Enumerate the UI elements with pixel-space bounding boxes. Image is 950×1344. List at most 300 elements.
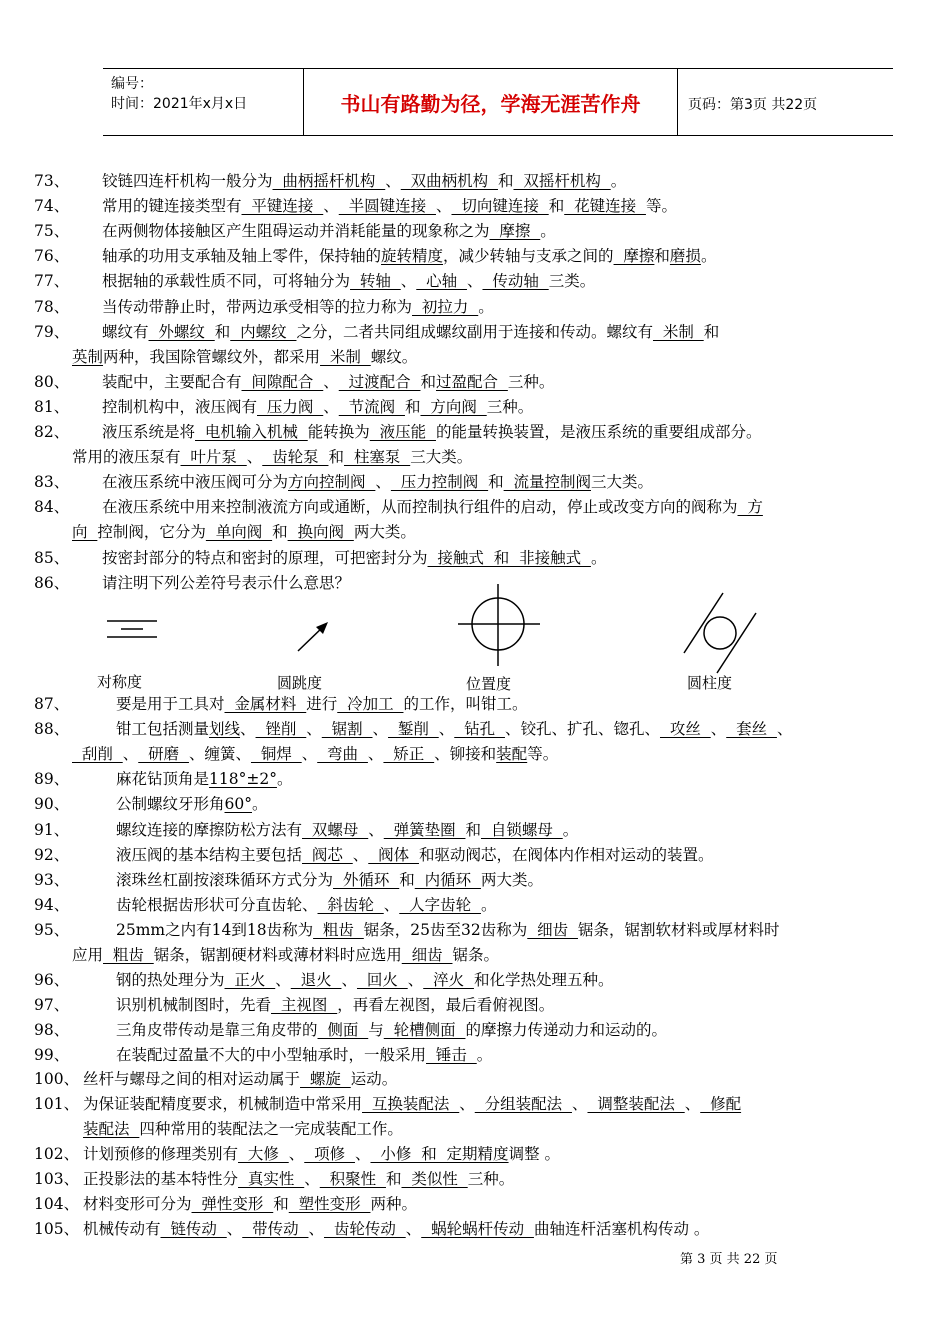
answer-blank: 换向阀 [287,523,354,542]
question-text: 、 [407,971,424,990]
question-number: 103、 [34,1170,80,1188]
question-line [34,1144,560,1164]
answer-blank: 主视图 [271,996,338,1015]
number-label: 编号： [111,76,153,92]
question-text: 和驱动阀芯，在阀体内作相对运动的装置。 [418,845,714,864]
question-number: 100、 [34,1070,80,1088]
question-text: 液压系统是将 [102,423,196,441]
question-number: 79、 [34,322,70,341]
question-text: 在两侧物体接触区产生阻碍运动并消耗能量的现象称之为 [102,222,490,241]
symbol-label-position: 位置度 [466,675,512,693]
question-text: 、 [323,397,339,416]
symbol-label-symmetry: 对称度 [97,673,143,691]
answer-blank: 摩擦 [613,247,655,266]
answer-blank: 过盈配合 [435,372,508,391]
answer-blank: 金属材料 [224,695,307,713]
question-number: 84、 [34,498,70,517]
answer-blank: 向 [72,523,98,542]
answer-blank: 积聚性 [319,1170,386,1188]
question-text: 和 [404,397,421,416]
question-line [34,995,554,1015]
answer-blank: 划线 [209,720,241,739]
answer-blank: 矫正 [383,745,435,764]
question-text: 控制机构中，液压阀有 [102,397,258,416]
question-text: 、 [323,197,339,216]
answer-blank: 粗齿 [313,920,364,939]
question-number: 95、 [34,920,70,939]
answer-blank: 塑性变形 [288,1195,371,1213]
question-number: 82、 [34,423,70,441]
question-line [34,1194,417,1214]
question-number: 89、 [34,770,70,789]
question-text: 之分，二者共同组成螺纹副用于连接和传动。螺纹有 [296,322,653,341]
question-text: ，再看左视图，最后看俯视图。 [337,996,555,1015]
question-line [34,845,713,865]
question-text: 、 [385,172,401,190]
question-text: 和 [328,448,344,467]
answer-blank: 内螺纹 [230,322,297,341]
question-text: 、 [438,720,455,739]
answer-blank: 柱塞泵 [343,448,411,467]
question-text: 、铆接和 [434,745,497,764]
question-text: 在液压系统中用来控制液流方向或通断，从而控制执行组件的启动，停止或改变方向的阀称为 [102,498,738,517]
question-line [34,422,761,442]
question-text: 、 [354,1145,371,1163]
answer-blank: 液压能 [369,423,436,441]
answer-blank: 118°±2° [209,770,277,789]
question-text: 为保证装配精度要求，机械制造中常采用 [83,1095,363,1113]
question-text: 轴承的功用支承轴及轴上零件，保持轴的 [102,247,382,266]
question-text: 25mm之内有14到18齿称为 [116,920,314,939]
page-header [103,68,893,136]
answer-blank: 小修 和 定期精度 [370,1145,509,1163]
question-text: 。 [476,1046,493,1065]
answer-blank: 摩擦 [489,222,541,241]
question-line [34,171,626,191]
question-text: 钳工包括测量 [116,720,210,739]
question-text: 和 [488,473,504,492]
question-text: 、 [459,1095,475,1113]
question-text: 三大类。 [590,473,653,492]
question-number: 83、 [34,473,70,492]
answer-blank: 内循环 [414,870,481,889]
question-line [34,548,606,568]
answer-blank: 节流阀 [338,397,405,416]
question-number: 91、 [34,820,70,839]
question-text: 控制阀，它分为 [97,523,206,542]
question-text: 、铰孔、扩孔、锪孔、 [504,720,660,739]
question-text: 常用的液压泵有 [72,448,181,467]
answer-blank: 双螺母 [302,820,369,839]
question-text: 、 [288,1145,305,1163]
question-line [34,1169,514,1189]
question-number: 94、 [34,895,70,914]
answer-blank: 半圆键连接 [338,197,436,216]
answer-blank: 带传动 [242,1220,309,1238]
question-text: 。 [590,548,607,567]
question-text: 。 [700,247,717,266]
question-text: 、 [246,448,263,467]
question-line [34,895,496,915]
answer-blank: 装配 [496,745,528,764]
question-text: 两种，我国除管螺纹外，都采用 [103,347,321,366]
answer-blank: 轮槽侧面 [383,1021,466,1040]
runout-arrow-icon [298,622,328,651]
answer-blank: 接触式 和 非接触式 [427,548,591,567]
question-line [34,472,653,492]
cylindricity-symbol-icon [684,593,756,673]
question-text: 、 [684,1095,701,1113]
answer-blank: 錾削 [388,720,439,739]
question-text: 三种。 [507,372,555,391]
question-text: 和 [399,870,415,889]
answer-blank: 蜗轮蜗杆传动 [421,1220,534,1238]
question-text: 和 [703,322,720,341]
answer-blank: 铜焊 [250,745,302,764]
answer-blank: 米制 [320,347,371,366]
question-number: 75、 [34,222,70,241]
answer-blank: 压力控制阀 [390,473,489,492]
question-text: 能转换为 [307,423,370,441]
question-line [34,297,494,317]
answer-blank: 锉削 [255,720,307,739]
symmetry-symbol-icon [107,621,157,637]
question-text: 和 [548,197,565,216]
question-number: 105、 [34,1220,80,1238]
question-text: 和 [385,1170,402,1188]
answer-blank: 自锁螺母 [480,820,563,839]
question-number: 78、 [34,297,70,316]
question-text: 三种。 [486,397,534,416]
question-text: 的能量转换装置，是液压系统的重要组成部分。 [435,423,762,441]
answer-blank: 冷加工 [337,695,404,713]
answer-blank: 弹性变形 [191,1195,274,1213]
answer-blank: 人字齿轮 [399,895,481,914]
question-line [34,322,719,342]
answer-blank: 转轴 [350,272,401,291]
question-text: 和 [214,322,231,341]
question-number: 73、 [34,172,70,190]
question-line [34,769,292,789]
question-text: 、 [375,473,391,492]
header-info-cell [103,69,304,135]
question-line [34,794,268,814]
answer-blank: 装配法 [83,1120,140,1138]
answer-blank: 双曲柄机构 [400,172,498,190]
question-number: 77、 [34,272,70,291]
question-text: 、 [776,720,793,739]
answer-blank: 米制 [652,322,704,341]
question-line [34,497,763,517]
question-text: 两大类。 [353,523,416,542]
question-line [34,372,554,392]
answer-blank: 互换装配法 [362,1095,460,1113]
question-text: 、 [571,1095,588,1113]
question-text: 两种。 [370,1195,417,1213]
question-text: 钢的热处理分为 [116,971,225,990]
question-text: 。 [478,297,494,316]
answer-blank: 大修 [238,1145,289,1163]
question-number: 99、 [34,1046,70,1065]
question-text: 调整 。 [508,1145,560,1163]
question-line [34,970,613,990]
answer-blank: 回火 [356,971,408,990]
answer-blank: 攻丝 [659,720,711,739]
symbol-label-cylindricity: 圆柱度 [687,674,733,692]
question-text: 和 [465,820,481,839]
question-text: 、 [301,745,318,764]
question-text: 请注明下列公差符号表示什么意思？ [102,573,351,592]
answer-blank: 压力阀 [257,397,324,416]
question-line [34,820,578,840]
answer-blank: 弯曲 [317,745,368,764]
question-text: 与 [368,1021,384,1040]
answer-blank: 锤击 [426,1046,477,1065]
question-text: 滚珠丝杠副按滚珠循环方式分为 [116,870,334,889]
answer-blank: 齿轮泵 [262,448,329,467]
question-text: 应用 [72,946,104,964]
question-line [34,1045,492,1065]
question-line [34,397,533,417]
question-number: 88、 [34,720,70,739]
question-text: 等。 [645,197,677,216]
question-text: 。 [480,895,497,914]
question-number: 87、 [34,695,70,713]
question-line [34,196,677,216]
answer-blank: 钻孔 [454,720,505,739]
answer-blank: 平键连接 [241,197,324,216]
question-text: 要是用于工具对 [116,695,225,713]
question-text: 两大类。 [480,870,543,889]
question-continuation-line [72,522,416,542]
question-text: 、 [240,720,256,739]
question-text: 麻花钻顶角是 [116,770,210,789]
answer-blank: 60° [224,795,252,814]
question-text: 的摩擦力传递动力和运动的。 [465,1021,667,1040]
answer-blank: 侧面 [317,1021,369,1040]
answer-blank: 切向键连接 [451,197,549,216]
question-text: 、 [710,720,727,739]
answer-blank: 方向阀 [420,397,487,416]
answer-blank: 刮削 [72,745,123,764]
question-number: 98、 [34,1021,70,1040]
question-number: 92、 [34,845,70,864]
answer-blank: 双摇杆机构 [513,172,611,190]
answer-blank: 分组装配法 [474,1095,572,1113]
question-text: 锯条。 [452,946,499,964]
question-text: 、 [372,720,389,739]
question-text: 机械传动有 [83,1220,161,1238]
question-number: 81、 [34,397,70,416]
question-text: 公制螺纹牙形角 [116,795,225,814]
symbol-label-runout: 圆跳度 [277,674,323,692]
question-text: 根据轴的承载性质不同，可将轴分为 [102,272,351,291]
answer-blank: 间隙配合 [241,372,324,391]
question-text: 等。 [527,745,559,764]
answer-blank: 外螺纹 [148,322,215,341]
question-text: 。 [562,820,579,839]
question-number: 96、 [34,971,70,990]
question-text: 、 [341,971,357,990]
question-line [34,920,779,940]
question-continuation-line [83,1119,403,1139]
answer-blank: 弹簧垫圈 [383,820,466,839]
motto: 书山有路勤为径，学海无涯苦作舟 [304,69,678,135]
question-number: 102、 [34,1145,80,1163]
question-text: 、 [352,845,369,864]
answer-blank: 真实性 [238,1170,305,1188]
answer-blank: 外循环 [333,870,400,889]
question-text: 材料变形可分为 [83,1195,192,1213]
question-text: 铰链四连杆机构一般分为 [102,172,273,190]
answer-blank: 磨损 [669,247,701,266]
question-text: 正投影法的基本特性分 [83,1170,239,1188]
question-text: 三大类。 [410,448,473,467]
question-number: 76、 [34,247,70,266]
answer-blank: 退火 [290,971,342,990]
question-text: 。 [610,172,627,190]
question-text: 曲轴连杆活塞机构传动 。 [533,1220,710,1238]
question-number: 74、 [34,197,70,216]
page-label: 页码：第3页 共22页 [688,97,818,113]
answer-blank: 细齿 [527,920,578,939]
question-text: 、 [367,745,384,764]
answer-blank: 流量控制阀 [503,473,591,492]
question-text: 三种。 [467,1170,515,1188]
question-text: 丝杆与螺母之间的相对运动属于 [83,1070,301,1088]
question-text: 的工作，叫钳工。 [403,695,528,713]
question-text: 、 [306,720,322,739]
question-line [34,1069,397,1089]
question-text: 螺纹有 [102,322,149,341]
question-line [34,719,792,739]
question-text: 进行 [306,695,338,713]
time-label: 时间：2021年x月x日 [111,96,248,112]
question-text: 和 [273,1195,289,1213]
question-text: 运动。 [350,1070,398,1088]
answer-blank: 阀芯 [302,845,353,864]
answer-blank: 类似性 [401,1170,468,1188]
question-line [34,1020,667,1040]
question-line [34,246,716,266]
answer-blank: 齿轮传动 [323,1220,406,1238]
question-line [34,1094,741,1114]
question-continuation-line [72,744,558,764]
answer-blank: 调整装配法 [587,1095,685,1113]
question-text: 装配中，主要配合有 [102,372,242,391]
answer-blank: 电机输入机械 [195,423,308,441]
question-number: 85、 [34,548,70,567]
answer-blank: 套丝 [726,720,777,739]
answer-blank: 过渡配合 [338,372,421,391]
answer-blank: 英制 [72,347,104,366]
answer-blank: 修配 [700,1095,742,1113]
question-number: 80、 [34,372,70,391]
answer-blank: 螺旋 [300,1070,351,1088]
question-text: 识别机械制图时，先看 [116,996,272,1015]
question-text: 、 [405,1220,422,1238]
question-text: 锯条，锯割软材料或厚材料时 [577,920,780,939]
question-line [34,694,527,714]
question-text: 螺纹。 [370,347,418,366]
question-text: 、 [383,895,400,914]
question-number: 101、 [34,1095,80,1113]
question-line [34,1219,709,1239]
question-text: 和 [420,372,436,391]
question-text: 三类。 [548,272,596,291]
answer-blank: 花键连接 [564,197,646,216]
question-text: ，减少转轴与支承之间的 [443,247,614,266]
answer-blank: 旋转精度 [381,247,444,266]
question-text: 、 [304,1170,320,1188]
question-text: 锯条，25齿至32齿称为 [363,920,528,939]
question-text: 。 [252,795,268,814]
question-text: 在液压系统中液压阀可分为 [102,473,289,492]
answer-blank: 细齿 [401,946,453,964]
question-line [34,870,543,890]
question-text: 常用的键连接类型有 [102,197,242,216]
question-text: 、缠簧、 [188,745,251,764]
answer-blank: 淬火 [423,971,474,990]
question-text: 齿轮根据齿形状可分直齿轮、 [116,895,318,914]
question-number: 90、 [34,795,70,814]
question-text: 和 [272,523,288,542]
question-text: 、 [275,971,291,990]
question-text: 和 [497,172,514,190]
question-text: 锯条，锯割硬材料或薄材料时应选用 [153,946,402,964]
question-text: 当传动带静止时，带两边承受相等的拉力称为 [102,297,413,316]
answer-blank: 心轴 [416,272,467,291]
question-text: 。 [540,222,556,241]
question-text: 、 [308,1220,324,1238]
answer-blank: 粗齿 [103,946,154,964]
answer-blank: 叶片泵 [180,448,247,467]
question-text: 、 [368,820,384,839]
question-text: 四种常用的装配法之一完成装配工作。 [139,1120,403,1138]
question-text: 三角皮带传动是靠三角皮带的 [116,1021,318,1040]
question-text: 在装配过盈量不大的中小型轴承时，一般采用 [116,1046,427,1065]
answer-blank: 初拉力 [412,297,479,316]
answer-blank: 斜齿轮 [317,895,384,914]
answer-blank: 曲柄摇杆机构 [272,172,386,190]
question-continuation-line [72,447,472,467]
answer-blank: 锯割 [321,720,373,739]
question-line [34,221,556,241]
question-number: 104、 [34,1195,80,1213]
question-text: 、 [435,197,452,216]
answer-blank: 方 [737,498,763,517]
question-continuation-line [72,945,499,965]
question-number: 97、 [34,996,70,1015]
question-text: 、 [122,745,139,764]
answer-blank: 单向阀 [205,523,273,542]
question-text: 计划预修的修理类别有 [83,1145,239,1163]
answer-blank: 正火 [224,971,276,990]
question-text: 、 [323,372,339,391]
page-footer: 第 3 页 共 22 页 [680,1252,778,1267]
answer-blank: 方向控制阀 [288,473,376,492]
question-text: 液压阀的基本结构主要包括 [116,845,303,864]
answer-blank: 项修 [304,1145,355,1163]
question-text: 。 [276,770,293,789]
question-number: 86、 [34,573,70,592]
answer-blank: 链传动 [160,1220,227,1238]
answer-blank: 阀体 [368,845,419,864]
question-text: 和化学热处理五种。 [473,971,614,990]
question-text: 、 [466,272,483,291]
question-text: 螺纹连接的摩擦防松方法有 [116,820,303,839]
question-number: 93、 [34,870,70,889]
